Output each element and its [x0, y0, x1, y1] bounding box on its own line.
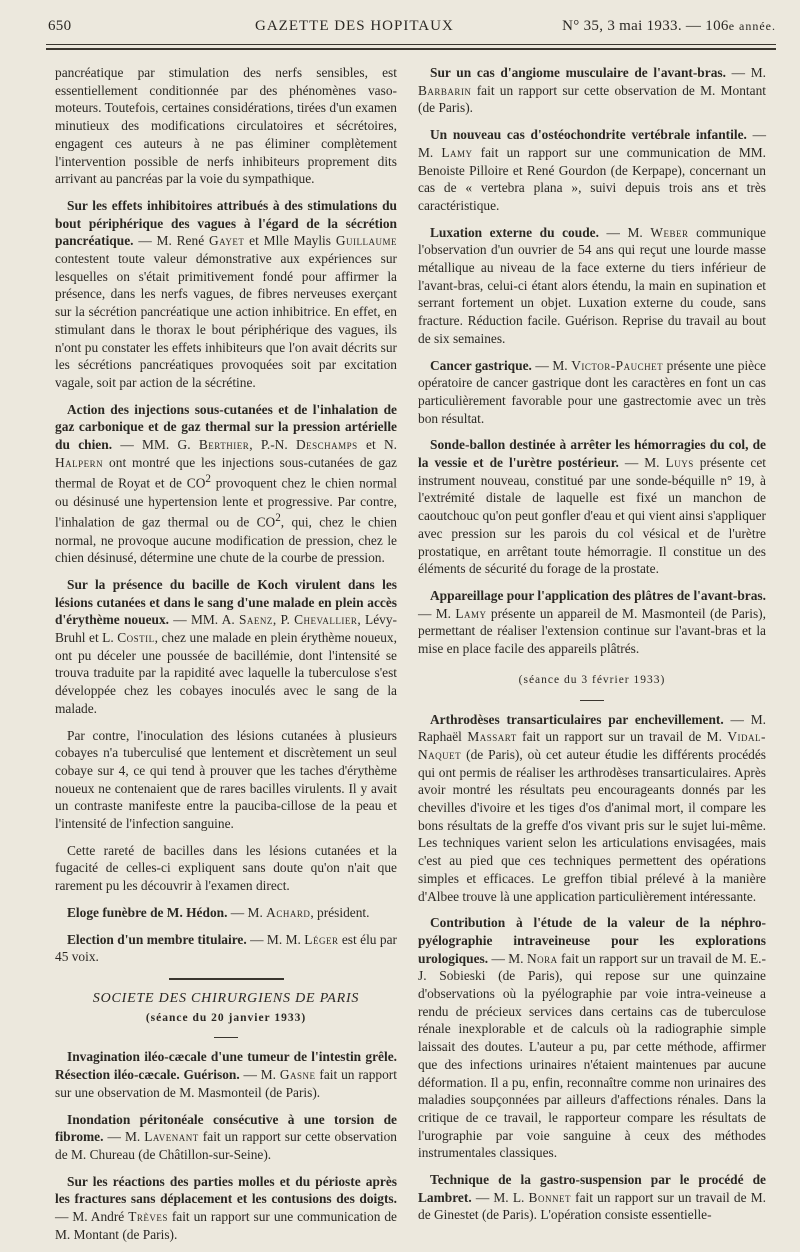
issue-date: N° 35, 3 mai 1933. — 106 — [562, 18, 729, 34]
author-name: Massart — [467, 729, 517, 745]
article-title: Action des injections sous-cutanées et de l'inhalation de gaz carbonique et de gaz thermal sur la pression artérielle du chien. — [55, 401, 397, 453]
article-title: Sur les réactions des parties molles et du périoste après les fractures sans déplacement et les contusions des doigts. — [55, 1173, 397, 1207]
article-title: Technique de la gastro-suspension par le procédé de Lambret. — [418, 1172, 766, 1205]
article-entry: Sur la présence du bacille de Koch virulent dans les lésions cutanées et dans le sang d'une malade en plein accès d'érythème noueux. — MM. A. Saenz, P. Chevallier, Lévy-Bruhl et L. Costil, chez une malade en plein érythème noueux, ont pu déceler une poussée de bacillémie, dont l'intensité se trouva traduite par la rapidité avec laquelle la tuberculose s'est développée chez les cobayes inoculés avec le sang de la malade. — [55, 576, 397, 716]
article-title: Invagination iléo-cæcale d'une tumeur de l'intestin grêle. Résection iléo-cæcale. Guérison. — [55, 1049, 397, 1083]
section-divider — [169, 978, 284, 980]
author-name: Trèves — [128, 1209, 168, 1225]
author-name: Halpern — [55, 454, 104, 470]
article-entry: Technique de la gastro-suspension par le procédé de Lambret. — M. L. Bonnet fait un rapport sur un travail de M. de Ginestet (de Paris). L'opération consiste essentielle- — [418, 1172, 766, 1223]
left-column — [55, 64, 397, 1252]
journal-title: GAZETTE DES HOPITAUX — [255, 18, 454, 34]
author-name: Achard — [266, 904, 311, 920]
paragraph: Cette rareté de bacilles dans les lésions cutanées et la fugacité de celles-ci expliquent sans doute qu'on n'ait que rarement pu les découvrir à l'examen direct. — [55, 842, 397, 894]
article-entry: Luxation externe du coude. — M. Weber communique l'observation d'un ouvrier de 54 ans qui reçut une lourde masse métallique au niveau de la face externe du tiers inférieur de l'avant-bras, celui-ci étant alors étendu, la main en supination et serrant fortement un objet. Luxation externe du coude, sans fracture. Réduction facile. Guérison. Reprise du travail au bout de six semaines. — [418, 224, 766, 346]
author-name: Léger — [304, 931, 339, 947]
issue-info — [562, 18, 776, 35]
author-name: Barbarin — [418, 82, 472, 98]
author-name: Gasne — [279, 1067, 316, 1083]
author-name: Lamy — [455, 605, 487, 621]
author-name: Berthier — [198, 437, 250, 453]
paragraph: Par contre, l'inoculation des lésions cutanées à plusieurs cobayes n'a tuberculisé que lentement et discrètement un seul cobaye sur 4, ce qui tend à prouver que les taches d'érythème noueux ne contenaient que de rares bacilles virulents. Il y avait un contraste manifeste entre la pauciba-cillose de la peau et l'intensité de l'infection sanguine. — [55, 727, 397, 832]
article-entry: Eloge funèbre de M. Hédon. — M. Achard, président. — [67, 904, 370, 920]
author-name: Lamy — [441, 144, 473, 160]
article-title: Eloge funèbre de M. Hédon. — [67, 904, 228, 920]
article-entry: Sur les réactions des parties molles et du périoste après les fractures sans déplacement et les contusions des doigts. — M. André Trèves fait un rapport sur une communication de M. Montant (de Paris). — [55, 1173, 397, 1242]
author-name: Deschamps — [296, 437, 358, 453]
article-title: Sur les effets inhibitoires attribués à des stimulations du bout périphérique des vagues à l'égard de la sécrétion pancréatique. — [55, 197, 397, 249]
article-entry: Sur un cas d'angiome musculaire de l'avant-bras. — M. Barbarin fait un rapport sur cette observation de M. Montant (de Paris). — [418, 65, 767, 116]
author-name: Vidal-Naquet — [418, 729, 766, 762]
article-title: Inondation péritonéale consécutive à une torsion de fibrome. — [55, 1111, 397, 1145]
author-name: Victor-Pauchet — [571, 357, 664, 373]
author-name: Bonnet — [528, 1189, 571, 1205]
article-title: Sur la présence du bacille de Koch virulent dans les lésions cutanées et dans le sang d'une malade en plein accès d'érythème noueux. — [55, 576, 397, 628]
article-entry: Sonde-ballon destinée à arrêter les hémorragies du col, de la vessie et de l'urètre postérieur. — M. Luys présente cet instrument nouveau, constitué par une sonde-béquille n° 19, à l'extrémité distale de laquelle est fixé un manchon de caoutchouc qu'on peut gonfler d'eau et qui vient ainsi s'appliquer avec pression sur les parois du col vésical et de l'urètre prostatique, en arrêtant toute hémorragie. Il constitue un des éléments de sécurité du forage de la prostate. — [418, 437, 766, 577]
article-title: Contribution à l'étude de la valeur de la néphro-pyélographie intraveineuse pour les explorations urologiques. — [418, 915, 766, 966]
author-name: Weber — [650, 224, 689, 240]
author-name: Lavenant — [144, 1129, 199, 1145]
article-entry: Inondation péritonéale consécutive à une torsion de fibrome. — M. Lavenant fait un rapport sur cette observation de M. Chureau (de Châtillon-sur-Seine). — [55, 1111, 397, 1162]
article-title: Un nouveau cas d'ostéochondrite vertébrale infantile. — [430, 127, 747, 143]
article-entry: Election d'un membre titulaire. — M. M. Léger est élu par 45 voix. — [55, 931, 398, 965]
article-entry: Cancer gastrique. — M. Victor-Pauchet présente une pièce opératoire de cancer gastrique dont les caractères en font un cas particulièrement favorable pour une gastrectomie avec un très bon résultat. — [418, 357, 766, 426]
author-name: Nora — [526, 950, 558, 966]
article-title: Election d'un membre titulaire. — [67, 931, 247, 947]
page-number: 650 — [48, 18, 72, 34]
short-divider — [214, 1037, 238, 1038]
article-entry: Action des injections sous-cutanées et de l'inhalation de gaz carbonique et de gaz thermal sur la pression artérielle du chien. — MM. G. Berthier, P.-N. Deschamps et N. Halpern ont montré que les injections sous-cutanées de gaz thermal de Royat et de $CO^2$ provoquent chez le chien normal ou désinusé une hypertension lente et progressive. Par contre, l'inhalation de gaz thermal ou de $CO^2$, qui, chez le chien normal, ne provoque aucune modification de pression, chez le chien désinusé, détermine une chute de la courbe de pression. — [55, 401, 397, 566]
article-title: Sur un cas d'angiome musculaire de l'avant-bras. — [430, 65, 726, 80]
article-title: Cancer gastrique. — [430, 357, 532, 373]
right-column — [418, 64, 766, 1233]
article-entry: Arthrodèses transarticulaires par enchevillement. — M. Raphaël Massart fait un rapport sur un travail de M. Vidal-Naquet (de Paris), où cet auteur étudie les différents procédés qui ont permis de réaliser les arthrodèses transarticulaires. Après avoir montré les résultats peu encourageants donnés par les chevilles d'ivoire et les tiges d'os d'animal mort, il compare les bons résultats de la greffe d'os vivant pris sur le sujet lui-même. Les techniques varient selon les articulations envisagées, mais c'est au pied que ces techniques permettent des opérations simples et efficaces. Le greffon tibial prélevé à la manière d'Albee trouve là une application particulièrement intéressante. — [418, 711, 766, 904]
author-name: Gayet — [208, 233, 245, 249]
author-name: Guillaume — [335, 233, 397, 249]
header-rule-thick — [46, 48, 776, 50]
article-entry: Un nouveau cas d'ostéochondrite vertébrale infantile. — M. Lamy fait un rapport sur une communication de MM. Benoiste Pilloire et René Gourdon (de Kerpape), concernant un cas de « vertebra plana », suivi depuis trois ans et très caractéristique. — [418, 127, 767, 213]
author-name: Saenz — [238, 612, 273, 628]
paragraph: pancréatique par stimulation des nerfs sensibles, est essentiellement conditionnée par des phénomènes vaso-moteurs. Toutefois, certaines considérations, tirées d'un examen minutieux des modifications circulatoires et sécrétoires, engagent ces auteurs à ne pas éliminer complètement l'intervention possible de nerfs inhibiteurs proprement dits arrivant au pancréas par la voie du sympathique. — [55, 65, 397, 187]
article-entry: Contribution à l'étude de la valeur de la néphro-pyélographie intraveineuse pour les explorations urologiques. — M. Nora fait un rapport sur un travail de M. E.-J. Sobieski (de Paris), qui repose sur une quinzaine d'observations où la pyélographie par voie intra-veineuse a rendu de précieux services dans certains cas de tuberculose rénale inexplorable et de calculs où la radiographie simple laissait des doutes. L'auteur a pu, par cette méthode, affirmer que des infections urinaires n'étaient maintenues par aucune déformation. Il a pu, enfin, reconnaître comme non urinaires des maladies soupçonnées par ailleurs d'affections rénales. Dans la critique de ce travail, le rapporteur compare les résultats de l'urographie par voie sanguine à ceux des méthodes instrumentales classiques. — [418, 915, 766, 1161]
article-title: Luxation externe du coude. — [430, 224, 599, 240]
society-title: SOCIETE DES CHIRURGIENS DE PARIS — [92, 990, 360, 1006]
header-rule-thin — [46, 44, 776, 45]
article-entry: Sur les effets inhibitoires attribués à des stimulations du bout périphérique des vagues à l'égard de la sécrétion pancréatique. — M. René Gayet et Mlle Maylis Guillaume contestent toute valeur démonstrative aux expériences sur lesquelles on s'était primitivement fondé pour affirmer la présence, dans les nerfs vagues, de fibres nerveuses exerçant sur la sécrétion pancréatique une action inhibitrice. En effet, en stimulant dans le thorax le bout périphérique des vagues, ils n'ont pu constater les effets inhibiteurs que l'on avait décrits sur les sécrétions pancréatiques provoquées soit par excitation vagale, soit par action de la sécrétine. — [55, 197, 397, 390]
author-name: Chevallier — [294, 612, 358, 628]
article-entry: Invagination iléo-cæcale d'une tumeur de l'intestin grêle. Résection iléo-cæcale. Guérison. — M. Gasne fait un rapport sur une observation de M. Masmonteil (de Paris). — [55, 1049, 397, 1100]
author-name: Luys — [665, 455, 694, 471]
article-title: Arthrodèses transarticulaires par enchevillement. — [430, 711, 724, 727]
author-name: Costil — [117, 630, 155, 646]
article-title: Appareillage pour l'application des plâtres de l'avant-bras. — [430, 587, 766, 603]
session-date: (séance du 20 janvier 1933) — [145, 1011, 307, 1024]
issue-suffix: e année. — [728, 19, 776, 33]
article-entry: Appareillage pour l'application des plâtres de l'avant-bras. — M. Lamy présente un appareil de M. Masmonteil (de Paris), permettant de réaliser l'extension continue sur l'avant-bras et la mise en place facile des appareils plâtrés. — [418, 587, 766, 657]
article-title: Sonde-ballon destinée à arrêter les hémorragies du col, de la vessie et de l'urètre postérieur. — [418, 437, 766, 471]
page-header — [40, 14, 780, 40]
short-divider — [580, 700, 604, 701]
session-date: (séance du 3 février 1933) — [518, 673, 666, 686]
